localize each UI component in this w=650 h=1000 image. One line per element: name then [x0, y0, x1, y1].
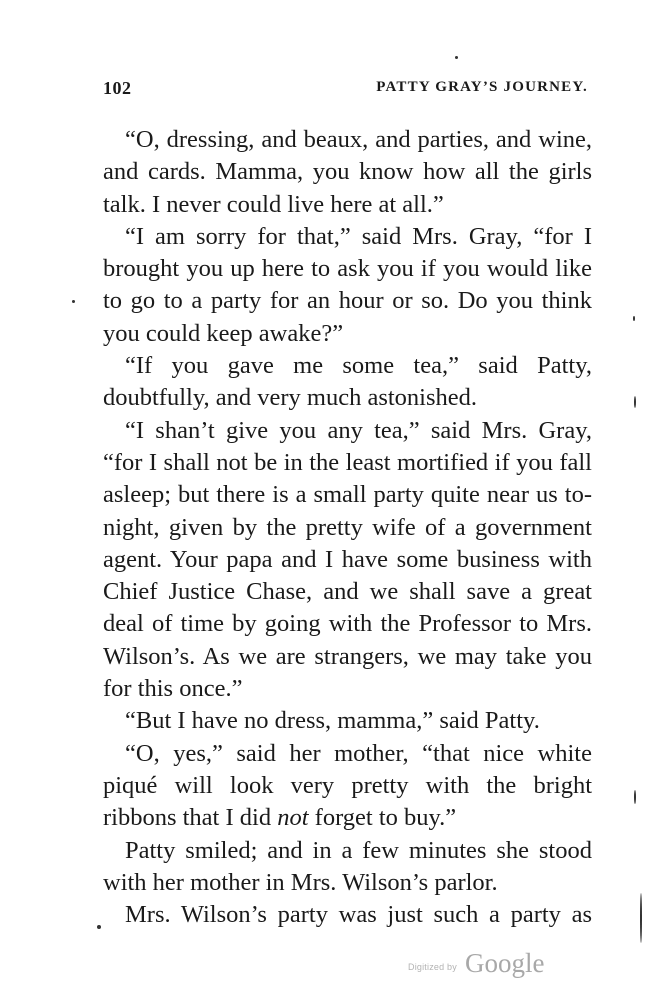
- scan-speck: [640, 893, 642, 943]
- paragraph: “If you gave me some tea,” said Patty, doubtfully, and very much astonished.: [103, 352, 592, 412]
- google-watermark: [408, 948, 548, 981]
- paragraph: “But I have no dress, mamma,” said Patty.: [125, 707, 540, 735]
- paragraph: Patty smiled; and in a few minutes she stood with her mother in Mrs. Wilson’s parlor.: [103, 836, 592, 896]
- body-text: [103, 124, 592, 931]
- scan-speck: [634, 396, 636, 408]
- paragraph: “I am sorry for that,” said Mrs. Gray, “for I brought you up here to ask you if you would like to go to a party for an hour or so. Do you think you could keep awake?”: [103, 222, 592, 347]
- page-header: [103, 78, 590, 106]
- scan-speck: [634, 790, 636, 804]
- paragraph: “O, dressing, and beaux, and parties, and wine, and cards. Mamma, you know how all the girls talk. I never could live here at all.”: [103, 126, 592, 218]
- emphasis-text: not: [277, 804, 309, 832]
- paragraph: [103, 738, 592, 835]
- scan-speck: [72, 300, 75, 303]
- scan-speck: [97, 925, 101, 929]
- page-number: 102: [103, 78, 132, 98]
- scan-speck: [455, 56, 458, 59]
- paragraph-text: “O, yes,” said her mother, “that nice white piqué will look very pretty with the bright ribbons that I did: [103, 739, 592, 832]
- paragraph: Mrs. Wilson’s party was just such a party as: [125, 901, 592, 929]
- running-title: PATTY GRAY’S JOURNEY.: [376, 79, 588, 95]
- scan-speck: [633, 316, 635, 321]
- watermark-small-text: Digitized by: [408, 962, 457, 972]
- paragraph-text: forget to buy.”: [308, 804, 457, 832]
- watermark-brand-text: Google: [465, 948, 545, 978]
- paragraph: “I shan’t give you any tea,” said Mrs. Gray, “for I shall not be in the least mortified if you fall asleep; but there is a small party quite near us to-night, given by the pretty wife of a government agent. Your papa and I have some business with Chief Justice Chase, and we shall save a great deal of time by going with the Professor to Mrs. Wilson’s. As we are strangers, we may take you for this once.”: [103, 416, 592, 703]
